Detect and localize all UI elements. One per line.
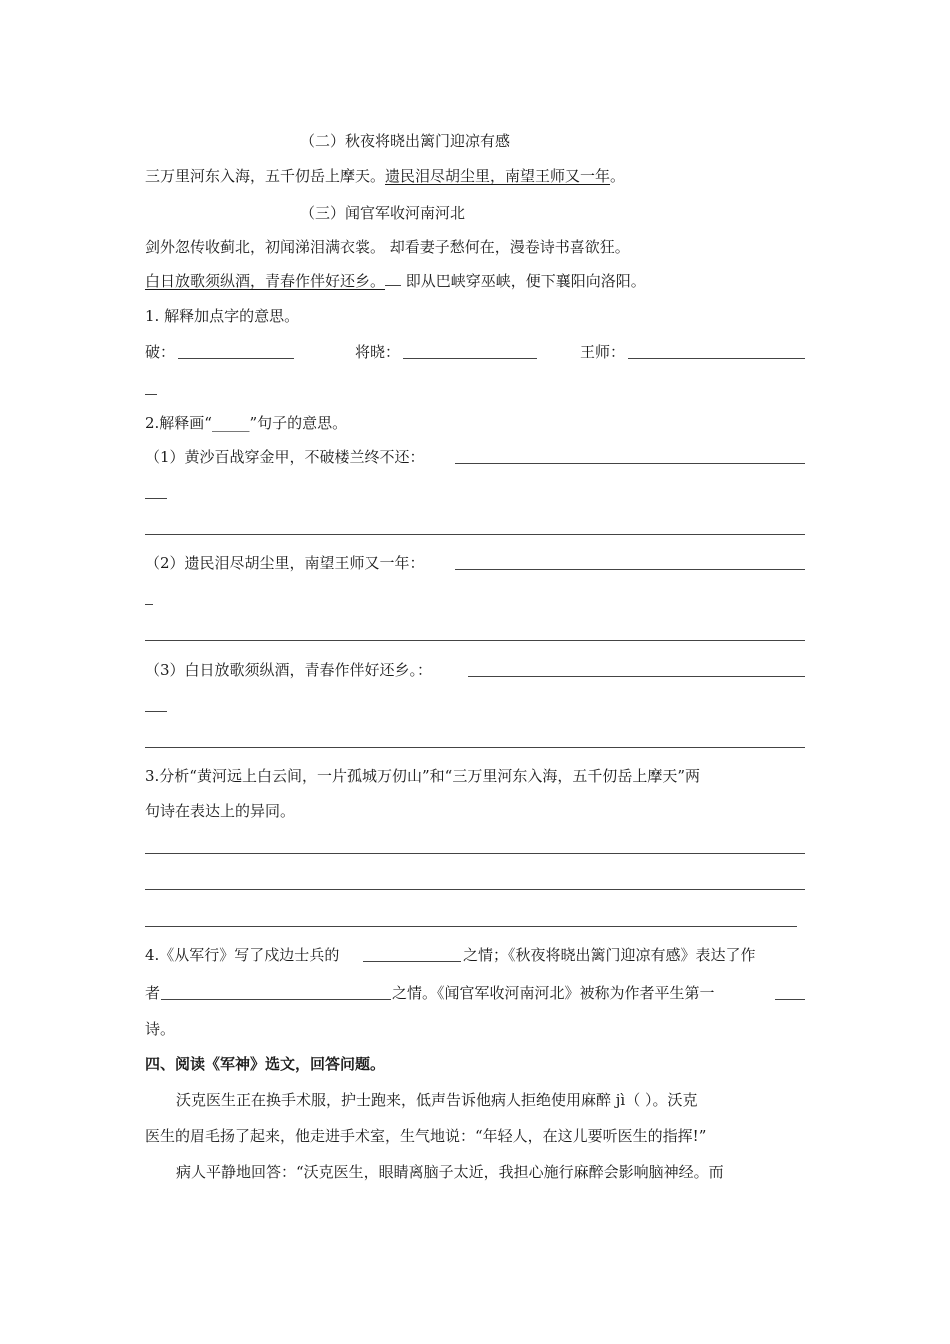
- q2-item3-answer-field-cont[interactable]: [145, 711, 167, 712]
- poem3-underlined-line: 白日放歌须纵酒，青春作伴好还乡。: [145, 272, 386, 290]
- q1-wangshi-answer-field[interactable]: [628, 358, 805, 359]
- q4-line1-b: 之情；《秋夜将晓出篱门迎凉有感》表达了作: [463, 946, 756, 964]
- q4-line1-a: 4.《从军行》写了戍边士兵的: [145, 946, 340, 964]
- poem2-line-end: 。: [610, 167, 626, 185]
- q3-answer-line3[interactable]: [145, 926, 797, 927]
- q2-title: 2.解释画“_____”句子的意思。: [145, 414, 348, 432]
- section4-paragraph1-line2: 医生的眉毛扬了起来，他走进手术室，生气地说：“年轻人，在这儿要听医生的指挥!”: [145, 1127, 707, 1145]
- section4-paragraph1-line1: 沃克医生正在换手术服，护士跑来，低声告诉他病人拒绝使用麻醉 jì（ ）。沃克: [176, 1091, 698, 1109]
- section4-paragraph2-line1: 病人平静地回答：“沃克医生，眼睛离脑子太近，我担心施行麻醉会影响脑神经。而: [176, 1163, 724, 1181]
- q1-po-answer-field[interactable]: [178, 358, 294, 359]
- q2-item2-answer-field[interactable]: [455, 569, 805, 570]
- poem3-line2-rest: 即从巴峡穿巫峡，便下襄阳向洛阳。: [401, 272, 646, 290]
- q4-blank-author-feeling[interactable]: [161, 999, 391, 1000]
- poem3-line1: 剑外忽传收蓟北，初闻涕泪满衣裳。 却看妻子愁何在，漫卷诗书喜欲狂。: [145, 238, 630, 256]
- poem2-line: [145, 165, 625, 187]
- q2-item1-answer-line2[interactable]: [145, 534, 805, 535]
- poem2-line-a: 三万里河东入海，五千仞岳上摩天。: [145, 167, 386, 185]
- q2-item2-answer-line2[interactable]: [145, 640, 805, 641]
- q3-answer-line1[interactable]: [145, 853, 805, 854]
- q2-item2-answer-field-cont[interactable]: [145, 604, 153, 605]
- q2-item1-answer-field-cont[interactable]: [145, 498, 167, 499]
- q3-answer-line2[interactable]: [145, 889, 805, 890]
- q2-item3-answer-field[interactable]: [468, 676, 805, 677]
- q4-blank-soldiers-feeling[interactable]: [363, 961, 461, 962]
- q1-label-wangshi: 王师：: [580, 343, 626, 361]
- poem2-underlined-line: 遗民泪尽胡尘里，南望王师又一年: [385, 167, 611, 185]
- q2-item2: （2）遗民泪尽胡尘里，南望王师又一年：: [145, 554, 425, 572]
- q4-blank-first-poem[interactable]: [775, 999, 805, 1000]
- poem2-title: （二）秋夜将晓出篱门迎凉有感: [300, 132, 511, 150]
- q3-line2: 句诗在表达上的异同。: [145, 802, 296, 820]
- section4-heading: 四、阅读《军神》选文，回答问题。: [145, 1055, 386, 1073]
- q1-wangshi-answer-field-cont[interactable]: [145, 394, 157, 395]
- q2-item3: （3）白日放歌须纵酒，青春作伴好还乡。：: [145, 661, 433, 679]
- poem3-line2: [145, 270, 646, 292]
- q4-line2-b: 之情。《闻官军收河南河北》被称为作者平生第一: [392, 984, 715, 1002]
- q3-line1: 3.分析“黄河远上白云间，一片孤城万仞山”和“三万里河东入海，五千仞岳上摩天”两: [145, 767, 700, 785]
- q1-label-po: 破：: [145, 343, 176, 361]
- q4-line2-a: 者: [145, 984, 161, 1002]
- q1-title: 1. 解释加点字的意思。: [145, 307, 300, 325]
- q2-item1-answer-field[interactable]: [455, 463, 805, 464]
- q4-line3: 诗。: [145, 1020, 176, 1038]
- q1-jiangxiao-answer-field[interactable]: [403, 358, 537, 359]
- q2-item1: （1）黄沙百战穿金甲，不破楼兰终不还：: [145, 448, 425, 466]
- poem3-title: （三）闻官军收河南河北: [300, 204, 466, 222]
- q2-item3-answer-line2[interactable]: [145, 747, 805, 748]
- q1-label-jiangxiao: 将晓：: [355, 343, 401, 361]
